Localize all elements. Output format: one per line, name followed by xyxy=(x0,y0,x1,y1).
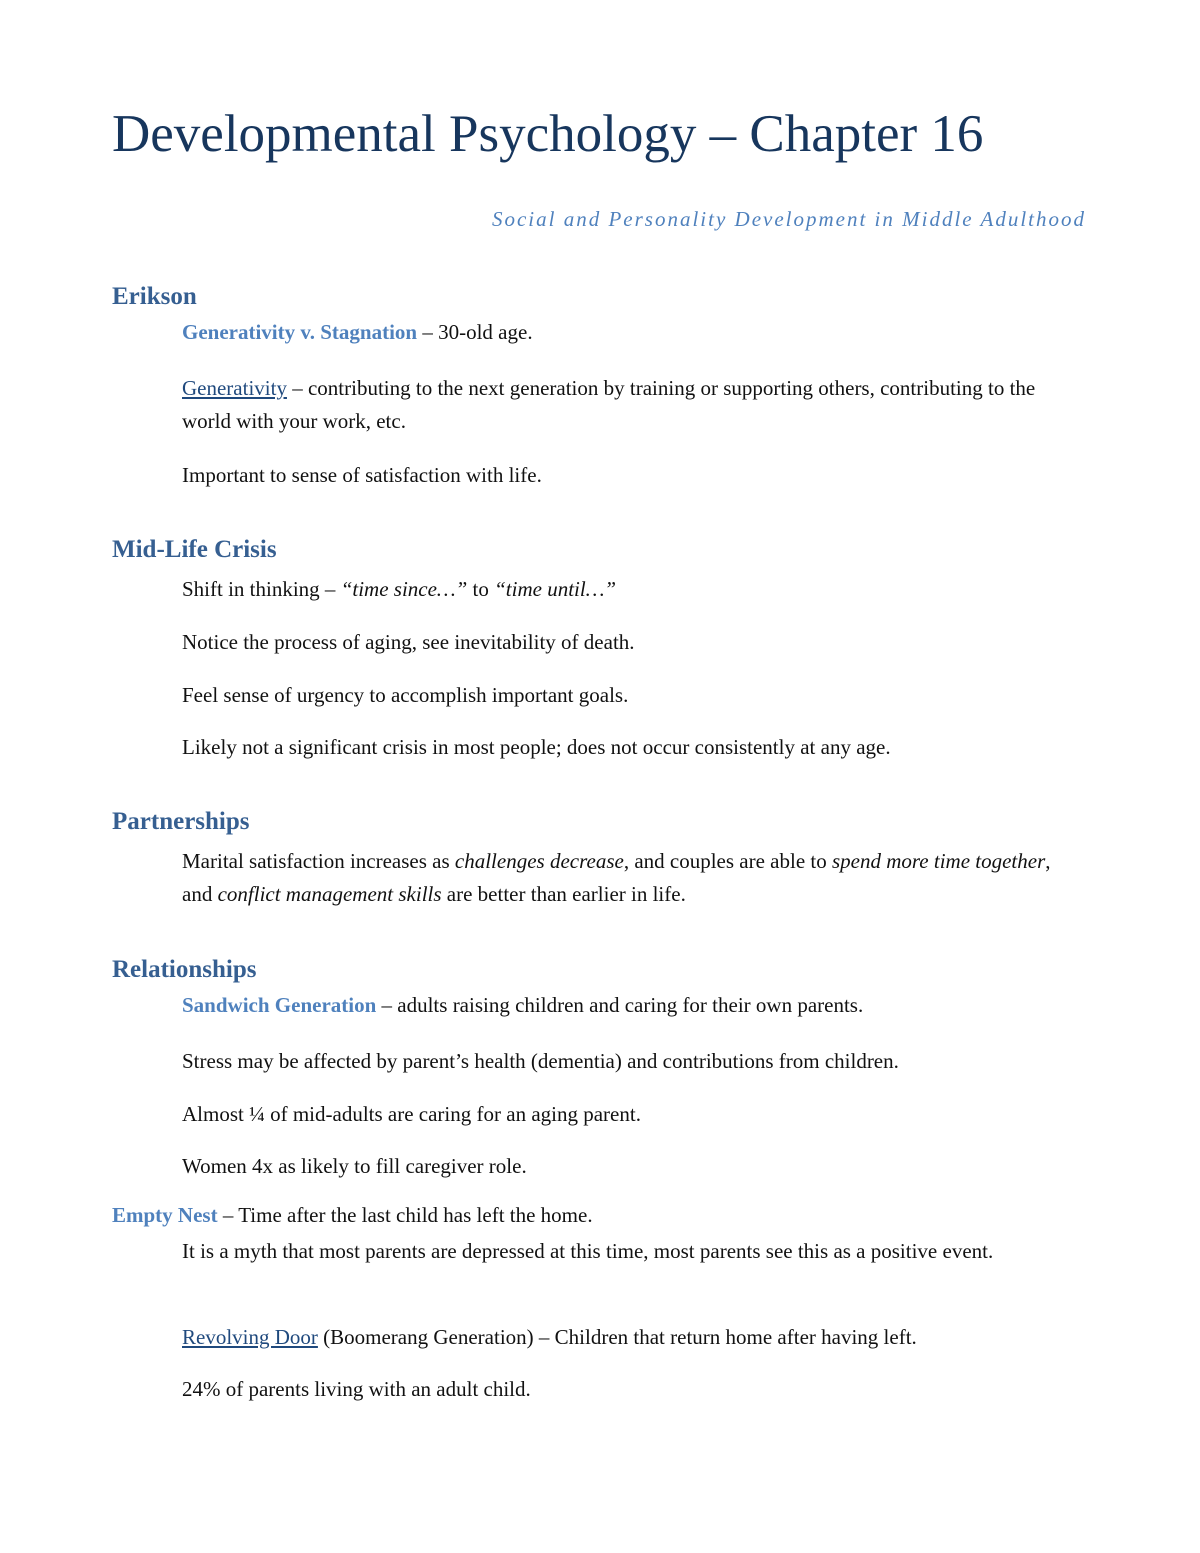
midlife-notice: Notice the process of aging, see inevitability of death. xyxy=(182,630,635,654)
empty-nest-stat: 24% of parents living with an adult child. xyxy=(182,1377,531,1401)
sandwich-text: – adults raising children and caring for their own parents. xyxy=(376,993,864,1017)
heading-relationships: Relationships xyxy=(112,956,257,983)
generativity-text: – contributing to the next generation by training or supporting others, contributing to the world with your work, etc. xyxy=(182,376,1036,433)
link-generativity[interactable]: Generativity xyxy=(182,376,287,400)
midlife-urgency: Feel sense of urgency to accomplish important goals. xyxy=(182,683,629,707)
partnerships-italic-2: spend more time together xyxy=(831,849,1046,873)
partnerships-italic-1: challenges decrease xyxy=(454,849,624,873)
term-sandwich-generation: Sandwich Generation xyxy=(182,993,377,1017)
erikson-stage-text: – 30-old age. xyxy=(417,320,533,344)
midlife-shift-line xyxy=(182,573,1082,606)
heading-erikson: Erikson xyxy=(112,283,197,310)
heading-partnerships: Partnerships xyxy=(112,808,250,835)
relationships-almost: Almost ¼ of mid-adults are caring for an aging parent. xyxy=(182,1102,641,1126)
partnerships-text-1: Marital satisfaction increases as xyxy=(182,849,455,873)
term-empty-nest: Empty Nest xyxy=(112,1203,218,1227)
link-revolving-door[interactable]: Revolving Door xyxy=(182,1325,318,1349)
partnerships-paragraph xyxy=(182,845,1082,911)
generativity-definition xyxy=(182,372,1082,438)
empty-nest-myth: It is a myth that most parents are depressed at this time, most parents see this as a positive event. xyxy=(182,1239,994,1263)
sandwich-generation-line xyxy=(182,989,1082,1022)
shift-text-until: “time until…” xyxy=(494,577,617,601)
term-generativity-stagnation: Generativity v. Stagnation xyxy=(182,320,418,344)
page-subtitle: Social and Personality Development in Middle Adulthood xyxy=(491,207,1086,231)
relationships-women: Women 4x as likely to fill caregiver role. xyxy=(182,1154,527,1178)
page-title: Developmental Psychology – Chapter 16 xyxy=(112,105,984,163)
shift-text-to: to xyxy=(467,577,495,601)
partnerships-italic-3: conflict management skills xyxy=(217,882,442,906)
revolving-door-text: (Boomerang Generation) – Children that return home after having left. xyxy=(317,1325,917,1349)
erikson-importance: Important to sense of satisfaction with life. xyxy=(182,463,542,487)
partnerships-text-2: , and couples are able to xyxy=(623,849,832,873)
heading-midlife-crisis: Mid-Life Crisis xyxy=(112,536,277,563)
erikson-stage-line xyxy=(182,316,1082,349)
shift-text-since: “time since…” xyxy=(340,577,468,601)
shift-text-a: Shift in thinking – xyxy=(182,577,341,601)
empty-nest-text: – Time after the last child has left the home. xyxy=(217,1203,593,1227)
relationships-stress: Stress may be affected by parent’s health (dementia) and contributions from children. xyxy=(182,1049,899,1073)
midlife-likely: Likely not a significant crisis in most people; does not occur consistently at any age. xyxy=(182,735,891,759)
partnerships-text-4: are better than earlier in life. xyxy=(441,882,686,906)
empty-nest-line xyxy=(112,1199,593,1232)
partnerships-text-3: , and xyxy=(182,849,1051,906)
revolving-door-line xyxy=(182,1321,1082,1354)
